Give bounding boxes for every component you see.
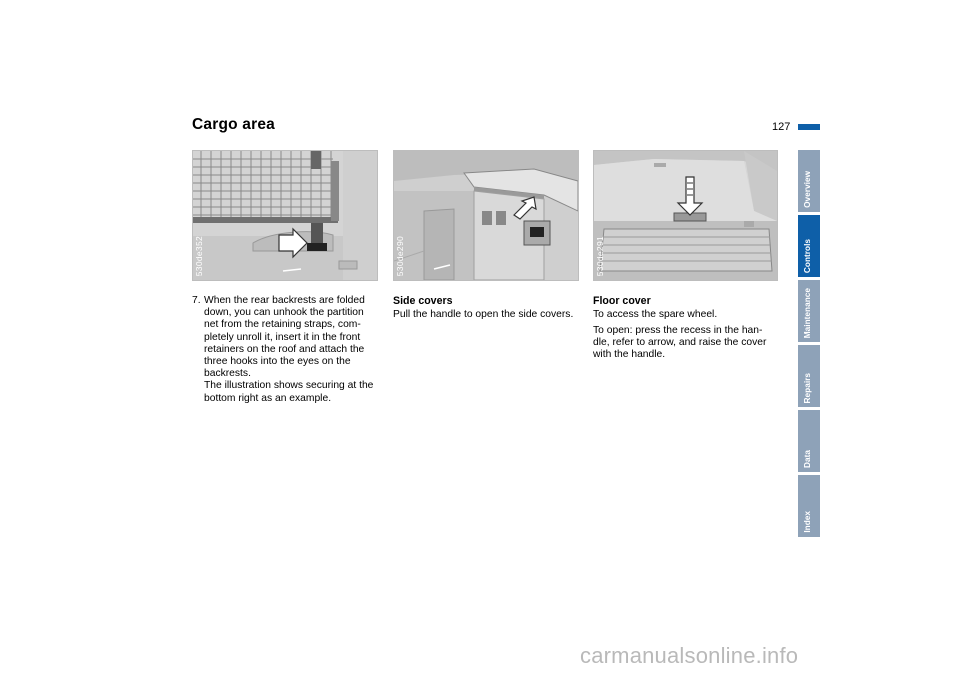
step-line: three hooks into the eyes on the bbox=[204, 356, 351, 368]
floor-cover-line: with the handle. bbox=[593, 349, 666, 361]
side-covers-illustration bbox=[393, 150, 579, 281]
page-title: Cargo area bbox=[192, 116, 275, 133]
tab-label: Data bbox=[802, 450, 812, 468]
step-line: The illustration shows securing at the bbox=[204, 380, 374, 392]
page-number-bar bbox=[798, 124, 820, 130]
section-tabs bbox=[798, 150, 820, 540]
floor-cover-illustration bbox=[593, 150, 778, 281]
step-number: 7. bbox=[192, 295, 201, 306]
tab-label: Controls bbox=[802, 238, 812, 273]
tab-label: Maintenance bbox=[802, 287, 812, 338]
floor-cover-line: dle, refer to arrow, and raise the cover bbox=[593, 337, 767, 349]
side-covers-text: Pull the handle to open the side covers. bbox=[393, 309, 574, 320]
step-line: pletely unroll it, insert it in the front bbox=[204, 331, 361, 343]
floor-cover-heading: Floor cover bbox=[593, 295, 651, 307]
step-line: down, you can unhook the partition bbox=[204, 307, 364, 319]
step-line: net from the retaining straps, com- bbox=[204, 319, 361, 331]
floor-cover-para1: To access the spare wheel. bbox=[593, 309, 718, 320]
step-line: bottom right as an example. bbox=[204, 392, 332, 404]
step-line: backrests. bbox=[204, 368, 251, 380]
page-number: 127 bbox=[772, 121, 791, 133]
floor-cover-line: To open: press the recess in the han- bbox=[593, 325, 763, 336]
side-covers-heading: Side covers bbox=[393, 295, 453, 307]
watermark: carmanualsonline.info bbox=[580, 643, 799, 668]
partition-net-illustration bbox=[192, 150, 378, 281]
step-line: retainers on the roof and attach the bbox=[204, 343, 365, 355]
step-7 bbox=[192, 295, 382, 405]
step-text bbox=[204, 295, 382, 405]
image-code: 530de352 bbox=[194, 235, 204, 276]
step-line: When the rear backrests are folded bbox=[204, 295, 365, 306]
tab-maintenance[interactable] bbox=[798, 280, 820, 342]
tab-overview[interactable] bbox=[798, 150, 820, 212]
image-code: 530de290 bbox=[395, 235, 405, 276]
floor-cover-para2 bbox=[593, 325, 783, 362]
image-code: 530de291 bbox=[595, 235, 605, 276]
tab-label: Repairs bbox=[802, 372, 812, 403]
tab-index[interactable] bbox=[798, 475, 820, 537]
tab-label: Overview bbox=[802, 171, 812, 208]
tab-data[interactable] bbox=[798, 410, 820, 472]
tab-repairs[interactable] bbox=[798, 345, 820, 407]
tab-controls[interactable] bbox=[798, 215, 820, 277]
tab-label: Index bbox=[802, 511, 812, 533]
